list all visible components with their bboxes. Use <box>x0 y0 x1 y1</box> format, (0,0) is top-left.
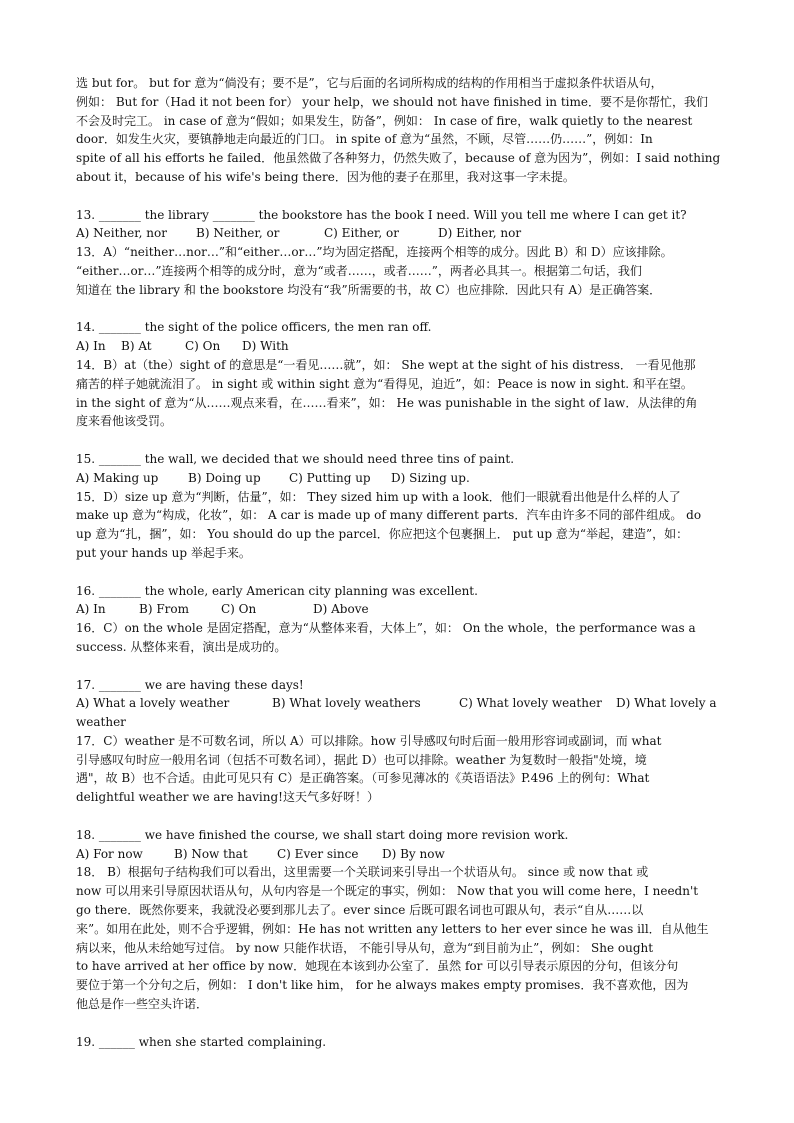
option-d: D) Either, nor <box>438 226 522 241</box>
option-c: C) Ever since <box>277 846 359 861</box>
question-17 <box>76 676 726 808</box>
answer-line: 15．D）size up 意为“判断，估量”，如： They sized him up with a look．他们一眼就看出他是什么样的人了 <box>76 489 681 504</box>
option-b: B) Doing up <box>188 470 261 485</box>
question-stem: 16. _______ the whole, early American city planning was excellent. <box>76 583 478 598</box>
options-row <box>76 224 726 243</box>
intro-line: 例如： But for（Had it not been for） your help，we should not have finished in time．要不是你帮忙，我们 <box>76 94 708 109</box>
answer-line: 14．B）at（the）sight of 的意思是“一看见……就”，如： She wept at the sight of his distress． 一看见他那 <box>76 357 696 372</box>
option-d: D) By now <box>382 846 445 861</box>
answer-line: 知道在 the library 和 the bookstore 均没有“我”所需要的书，故 C）也应排除．因此只有 A）是正确答案． <box>76 282 662 297</box>
answer-line: up 意为“扎，捆”，如： You should do up the parcel．你应把这个包裹捆上． put up 意为“举起，建造”，如： <box>76 527 689 542</box>
answer-line: make up 意为“构成，化妆”，如： A car is made up of many different parts．汽车由许多不同的部件组成。 do <box>76 508 702 523</box>
option-a: A) What a lovely weather <box>76 696 230 711</box>
option-c: C) What lovely weather <box>459 696 602 711</box>
answer-line: 他总是作一些空头许诺． <box>76 997 209 1012</box>
answer-line: 度来看他该受罚。 <box>76 414 173 429</box>
option-d-continued: weather <box>76 715 126 730</box>
option-c: C) Either, or <box>324 226 399 241</box>
answer-line: 16．C）on the whole 是固定搭配，意为“从整体来看，大体上”，如： On the whole，the performance was a <box>76 621 696 636</box>
options-row <box>76 694 726 713</box>
question-19 <box>76 1033 726 1052</box>
answer-line: success. 从整体来看，演出是成功的。 <box>76 639 287 654</box>
intro-line: 不会及时完工。 in case of 意为“假如；如果发生，防备”，例如： In case of fire，walk quietly to the nearest <box>76 113 693 128</box>
options-row <box>76 469 726 488</box>
question-13 <box>76 206 726 300</box>
question-14 <box>76 318 726 431</box>
question-16 <box>76 582 726 657</box>
answer-line: 痛苦的样子她就流泪了。 in sight 或 within sight 意为“看得见，迫近”，如：Peace is now in sight. 和平在望。 <box>76 376 693 391</box>
answer-line: 病以来，他从未给她写过信。 by now 只能作状语， 不能引导从句，意为“到目前为止”，例如： She ought <box>76 940 654 955</box>
answer-line: 17．C）weather 是不可数名词，所以 A）可以排除。how 引导感叹句时后面一般用形容词或副词，而 what <box>76 733 662 748</box>
intro-line: 选 but for。 but for 意为“倘没有；要不是”，它与后面的名词所构成的结构的作用相当于虚拟条件状语从句， <box>76 76 663 90</box>
options-row <box>76 845 726 864</box>
question-stem: 15. _______ the wall, we decided that we should need three tins of paint. <box>76 451 515 466</box>
options-row <box>76 600 726 619</box>
intro-line: spite of all his efforts he failed．他虽然做了各种努力，仍然失败了，because of 意为因为”，例如：I said nothing <box>76 151 721 166</box>
answer-line: 遇"，故 B）也不合适。由此可见只有 C）是正确答案。（可参见薄冰的《英语语法》P.496 上的例句：What <box>76 771 650 786</box>
answer-line: 18． B）根据句子结构我们可以看出，这里需要一个关联词来引导出一个状语从句。 since 或 now that 或 <box>76 865 649 880</box>
answer-line: in the sight of 意为“从……观点来看，在……看来”，如： He was punishable in the sight of law．从法律的角 <box>76 395 698 410</box>
intro-paragraph <box>76 74 726 187</box>
question-stem: 14. _______ the sight of the police officers, the men ran off. <box>76 320 432 335</box>
options-row <box>76 337 726 356</box>
question-stem: 18. _______ we have finished the course, we shall start doing more revision work. <box>76 827 569 842</box>
option-a: A) Making up <box>76 470 159 485</box>
option-b: B) At <box>121 339 152 354</box>
question-stem: 19. ______ when she started complaining. <box>76 1034 327 1049</box>
option-a: A) In <box>76 339 106 354</box>
answer-line: put your hands up 举起手来。 <box>76 545 251 560</box>
question-15 <box>76 450 726 563</box>
answer-line: “either…or…”连接两个相等的成分时，意为“或者……，或者……”，两者必具其一。根据第二句话，我们 <box>76 263 642 278</box>
answer-line: delightful weather we are having!这天气多好呀！） <box>76 790 379 805</box>
option-a: A) In <box>76 602 106 617</box>
intro-line: door．如发生火灾，要镇静地走向最近的门口。 in spite of 意为“虽然，不顾，尽管……仍……”，例如：In <box>76 132 653 147</box>
option-d: D) What lovely a <box>616 696 717 711</box>
option-b: B) Now that <box>174 846 248 861</box>
option-b: B) Neither, or <box>196 226 280 241</box>
option-d: D) Above <box>313 602 369 617</box>
answer-line: now 可以用来引导原因状语从句，从句内容是一个既定的事实，例如： Now that you will come here，I needn't <box>76 884 699 899</box>
question-stem: 13. _______ the library _______ the bookstore has the book I need. Will you tell me where I can get it? <box>76 207 687 222</box>
answer-line: go there．既然你要来，我就没必要到那儿去了。ever since 后既可跟名词也可跟从句，表示“自从……以 <box>76 903 644 918</box>
answer-line: 要位于第一个分句之后，例如： I don't like him， for he always makes empty promises．我不喜欢他，因为 <box>76 978 689 993</box>
answer-line: 13．A）“neither…nor…”和“either…or…”均为固定搭配，连接两个相等的成分。因此 B）和 D）应该排除。 <box>76 245 673 260</box>
question-stem: 17. _______ we are having these days! <box>76 677 304 692</box>
option-d: D) With <box>242 339 289 354</box>
answer-line: 引导感叹句时应一般用名词（包括不可数名词），据此 D）也可以排除。weather 为复数时一般指"处境，境 <box>76 752 647 767</box>
option-b: B) From <box>139 602 189 617</box>
option-b: B) What lovely weathers <box>272 696 421 711</box>
question-18 <box>76 826 726 1014</box>
document-page <box>76 74 726 1051</box>
answer-line: 来”。如用在此处，则不合乎逻辑，例如：He has not written any letters to her ever since he was ill．自从他生 <box>76 921 709 936</box>
option-a: A) Neither, nor <box>76 226 167 241</box>
option-d: D) Sizing up. <box>391 470 470 485</box>
answer-line: to have arrived at her office by now．她现在本该到办公室了．虽然 for 可以引导表示原因的分句，但该分句 <box>76 959 679 974</box>
intro-line: about it，because of his wife's being there．因为他的妻子在那里，我对这事一字未提。 <box>76 169 575 184</box>
option-c: C) On <box>221 602 257 617</box>
option-c: C) Putting up <box>289 470 371 485</box>
option-c: C) On <box>185 339 221 354</box>
option-a: A) For now <box>76 846 143 861</box>
